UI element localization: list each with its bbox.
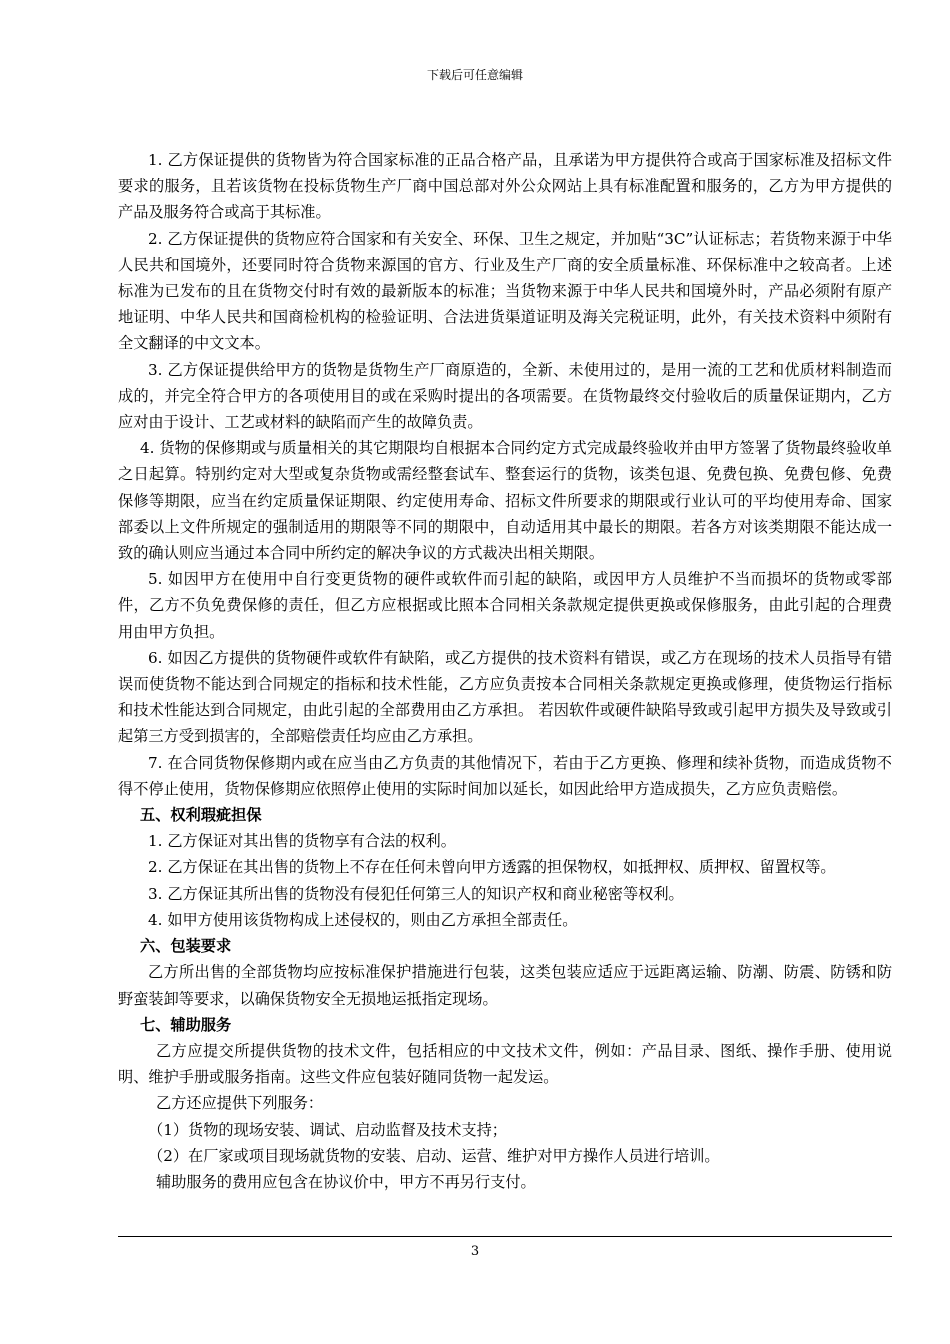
section7-service-item-2: （2）在厂家或项目现场就货物的安装、启动、运营、维护对甲方操作人员进行培训。 xyxy=(148,1146,720,1165)
section5-item-3: 3. 乙方保证其所出售的货物没有侵犯任何第三人的知识产权和商业秘密等权利。 xyxy=(148,884,684,903)
clause-paragraph-5: 5. 如因甲方在使用中自行变更货物的硬件或软件而引起的缺陷，或因甲方人员维护不当而损坏的货物或零部件，乙方不负免费保修的责任，但乙方应根据或比照本合同相关条款规定提供更换或保修服务，由此引起的合理费用由甲方负担。 xyxy=(118,570,892,641)
section7-paragraph-1: 乙方应提交所提供货物的技术文件，包括相应的中文技术文件，例如：产品目录、图纸、操作手册、使用说明、维护手册或服务指南。这些文件应包装好随同货物一起发运。 xyxy=(118,1041,892,1087)
clause-paragraph-3: 3. 乙方保证提供给甲方的货物是货物生产厂商原造的，全新、未使用过的，是用一流的工艺和优质材料制造而成的，并完全符合甲方的各项使用目的或在采购时提出的各项需要。在货物最终交付验收后的质量保证期内，乙方应对由于设计、工艺或材料的缺陷而产生的故障负责。 xyxy=(118,360,892,432)
section6-paragraph: 乙方所出售的全部货物均应按标准保护措施进行包装，这类包装应适应于远距离运输、防潮、防震、防锈和防野蛮装卸等要求，以确保货物安全无损地运抵指定现场。 xyxy=(118,963,892,1008)
clause-paragraph-2: 2. 乙方保证提供的货物应符合国家和有关安全、环保、卫生之规定，并加贴“3C”认证标志；若货物来源于中华人民共和国境外，还要同时符合货物来源国的官方、行业及生产厂商的安全质量标准、环保标准中之较高者。上述标准为已发布的且在货物交付时有效的最新版本的标准；当货物来源于中华人民共和国境外时，产品必须附有原产地证明、中华人民共和国商检机构的检验证明、合法进货渠道证明及海关完税证明，此外，有关技术资料中须附有全文翻译的中文文本。 xyxy=(118,229,892,353)
section-heading-7: 七、辅助服务 xyxy=(140,1015,232,1034)
section-heading-6: 六、包装要求 xyxy=(140,937,232,956)
clause-paragraph-1: 1. 乙方保证提供的货物皆为符合国家标准的正品合格产品，且承诺为甲方提供符合或高于国家标准及招标文件要求的服务，且若该货物在投标货物生产厂商中国总部对外公众网站上具有标准配置和服务的，乙方为甲方提供的产品及服务符合或高于其标准。 xyxy=(118,151,892,222)
page-header-note: 下载后可任意编辑 xyxy=(426,68,523,82)
section-heading-5: 五、权利瑕疵担保 xyxy=(140,806,262,825)
section7-paragraph-3: 辅助服务的费用应包含在协议价中，甲方不再另行支付。 xyxy=(156,1172,536,1191)
section5-item-4: 4. 如甲方使用该货物构成上述侵权的，则由乙方承担全部责任。 xyxy=(148,910,578,929)
section7-service-item-1: （1）货物的现场安装、调试、启动监督及技术支持； xyxy=(148,1120,507,1139)
section5-item-1: 1. 乙方保证对其出售的货物享有合法的权利。 xyxy=(148,832,456,851)
document-body xyxy=(118,147,892,1195)
footer-divider xyxy=(118,1236,892,1237)
clause-paragraph-7: 7. 在合同货物保修期内或在应当由乙方负责的其他情况下，若由于乙方更换、修理和续补货物，而造成货物不得不停止使用，货物保修期应依照停止使用的实际时间加以延长，如因此给甲方造成损失，乙方应负责赔偿。 xyxy=(118,753,892,798)
clause-paragraph-4: 4. 货物的保修期或与质量相关的其它期限均自根据本合同约定方式完成最终验收并由甲方签署了货物最终验收单之日起算。特别约定对大型或复杂货物或需经整套试车、整套运行的货物，该类包退、免费包换、免费包修、免费保修等期限，应当在约定质量保证期限、约定使用寿命、招标文件所要求的期限或行业认可的平均使用寿命、国家部委以上文件所规定的强制适用的期限等不同的期限中，自动适用其中最长的期限。若各方对该类期限不能达成一致的确认则应当通过本合同中所约定的解决争议的方式裁决出相关期限。 xyxy=(118,439,892,563)
clause-paragraph-6: 6. 如因乙方提供的货物硬件或软件有缺陷，或乙方提供的技术资料有错误，或乙方在现场的技术人员指导有错误而使货物不能达到合同规定的指标和技术性能，乙方应负责按本合同相关条款规定更换或修理，使货物运行指标和技术性能达到合同规定，由此引起的全部费用由乙方承担。 若因软件或硬件缺陷导致或引起甲方损失及导致或引起第三方受到损害的，全部赔偿责任均应由乙方承担。 xyxy=(118,648,892,746)
section7-paragraph-2: 乙方还应提供下列服务： xyxy=(156,1094,324,1113)
page-number: 3 xyxy=(470,1244,480,1259)
section5-item-2: 2. 乙方保证在其出售的货物上不存在任何未曾向甲方透露的担保物权，如抵押权、质押权、留置权等。 xyxy=(148,858,836,877)
